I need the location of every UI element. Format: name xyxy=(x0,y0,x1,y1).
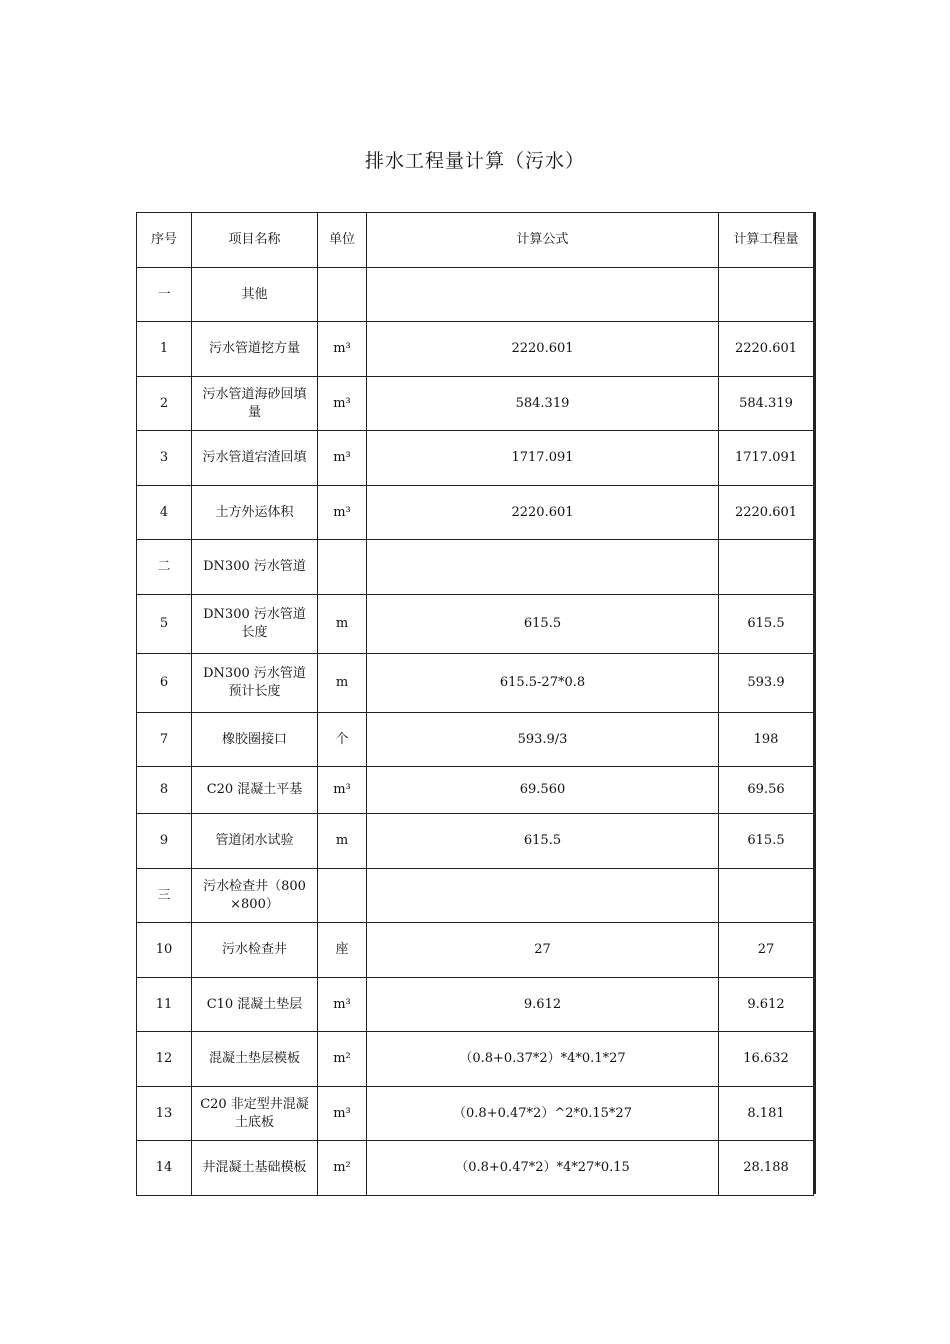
table-row xyxy=(137,431,814,486)
page-title: 排水工程量计算（污水） xyxy=(364,150,585,172)
cell-unit: m³ xyxy=(318,431,367,486)
cell-unit: m xyxy=(318,595,367,654)
cell-quantity: 593.9 xyxy=(719,654,814,713)
cell-formula xyxy=(367,540,719,595)
cell-formula: 593.9/3 xyxy=(367,713,719,767)
table-row xyxy=(137,869,814,923)
cell-seq: 一 xyxy=(137,268,192,322)
cell-formula: 615.5 xyxy=(367,814,719,869)
cell-seq: 3 xyxy=(137,431,192,486)
cell-unit: 个 xyxy=(318,713,367,767)
header-name: 项目名称 xyxy=(192,213,318,268)
cell-name: 污水管道宕渣回填 xyxy=(192,431,318,486)
cell-seq: 6 xyxy=(137,654,192,713)
cell-name: 土方外运体积 xyxy=(192,486,318,540)
cell-seq: 11 xyxy=(137,978,192,1032)
cell-seq: 1 xyxy=(137,322,192,377)
table-row xyxy=(137,978,814,1032)
table-row xyxy=(137,540,814,595)
table-row xyxy=(137,814,814,869)
cell-name: 管道闭水试验 xyxy=(192,814,318,869)
cell-unit: m xyxy=(318,814,367,869)
cell-seq: 12 xyxy=(137,1032,192,1087)
cell-formula xyxy=(367,869,719,923)
cell-name: C20 混凝土平基 xyxy=(192,767,318,814)
cell-name: 井混凝土基础模板 xyxy=(192,1141,318,1196)
table-row xyxy=(137,486,814,540)
table-row xyxy=(137,767,814,814)
cell-name: DN300 污水管道预计长度 xyxy=(192,654,318,713)
cell-quantity: 2220.601 xyxy=(719,322,814,377)
cell-unit: m³ xyxy=(318,322,367,377)
header-seq: 序号 xyxy=(137,213,192,268)
cell-quantity: 1717.091 xyxy=(719,431,814,486)
cell-unit: m xyxy=(318,654,367,713)
table-row xyxy=(137,1087,814,1141)
cell-quantity: 198 xyxy=(719,713,814,767)
cell-unit: m³ xyxy=(318,767,367,814)
cell-seq: 三 xyxy=(137,869,192,923)
table-right-border xyxy=(814,212,816,1194)
cell-name: DN300 污水管道长度 xyxy=(192,595,318,654)
cell-unit xyxy=(318,869,367,923)
cell-quantity xyxy=(719,268,814,322)
cell-seq: 14 xyxy=(137,1141,192,1196)
cell-formula: 2220.601 xyxy=(367,322,719,377)
cell-seq: 9 xyxy=(137,814,192,869)
cell-formula: 27 xyxy=(367,923,719,978)
quantity-table xyxy=(136,212,814,1196)
cell-seq: 2 xyxy=(137,377,192,431)
cell-formula: （0.8+0.37*2）*4*0.1*27 xyxy=(367,1032,719,1087)
cell-seq: 8 xyxy=(137,767,192,814)
cell-unit: m³ xyxy=(318,486,367,540)
cell-name: C20 非定型井混凝土底板 xyxy=(192,1087,318,1141)
cell-quantity xyxy=(719,540,814,595)
cell-unit: m³ xyxy=(318,978,367,1032)
cell-name: 污水管道海砂回填量 xyxy=(192,377,318,431)
cell-unit xyxy=(318,268,367,322)
cell-formula: （0.8+0.47*2）*4*27*0.15 xyxy=(367,1141,719,1196)
table-row xyxy=(137,377,814,431)
cell-unit: m³ xyxy=(318,377,367,431)
cell-quantity: 615.5 xyxy=(719,814,814,869)
cell-name: 污水检查井 xyxy=(192,923,318,978)
cell-formula: 584.319 xyxy=(367,377,719,431)
cell-unit: m² xyxy=(318,1032,367,1087)
cell-quantity: 27 xyxy=(719,923,814,978)
cell-unit xyxy=(318,540,367,595)
table-row xyxy=(137,1032,814,1087)
cell-formula: 2220.601 xyxy=(367,486,719,540)
cell-name: 混凝土垫层模板 xyxy=(192,1032,318,1087)
cell-quantity: 615.5 xyxy=(719,595,814,654)
cell-unit: 座 xyxy=(318,923,367,978)
cell-formula: 615.5 xyxy=(367,595,719,654)
table-row xyxy=(137,595,814,654)
cell-quantity xyxy=(719,869,814,923)
cell-name: 污水检查井（800×800） xyxy=(192,869,318,923)
table-row xyxy=(137,1141,814,1196)
cell-quantity: 9.612 xyxy=(719,978,814,1032)
table-row xyxy=(137,268,814,322)
cell-quantity: 16.632 xyxy=(719,1032,814,1087)
cell-seq: 4 xyxy=(137,486,192,540)
cell-formula: 1717.091 xyxy=(367,431,719,486)
cell-seq: 13 xyxy=(137,1087,192,1141)
cell-formula xyxy=(367,268,719,322)
cell-seq: 10 xyxy=(137,923,192,978)
table-row xyxy=(137,322,814,377)
cell-name: 其他 xyxy=(192,268,318,322)
cell-unit: m³ xyxy=(318,1087,367,1141)
cell-name: 橡胶圈接口 xyxy=(192,713,318,767)
cell-quantity: 28.188 xyxy=(719,1141,814,1196)
cell-seq: 7 xyxy=(137,713,192,767)
header-unit: 单位 xyxy=(318,213,367,268)
cell-formula: 615.5-27*0.8 xyxy=(367,654,719,713)
table-header-row xyxy=(137,213,814,268)
header-formula: 计算公式 xyxy=(367,213,719,268)
cell-quantity: 69.56 xyxy=(719,767,814,814)
table-row xyxy=(137,654,814,713)
cell-name: DN300 污水管道 xyxy=(192,540,318,595)
cell-name: C10 混凝土垫层 xyxy=(192,978,318,1032)
cell-unit: m² xyxy=(318,1141,367,1196)
cell-quantity: 2220.601 xyxy=(719,486,814,540)
cell-quantity: 584.319 xyxy=(719,377,814,431)
header-quantity: 计算工程量 xyxy=(719,213,814,268)
cell-formula: 9.612 xyxy=(367,978,719,1032)
cell-seq: 5 xyxy=(137,595,192,654)
table-row xyxy=(137,923,814,978)
table-row xyxy=(137,713,814,767)
cell-formula: 69.560 xyxy=(367,767,719,814)
cell-quantity: 8.181 xyxy=(719,1087,814,1141)
cell-seq: 二 xyxy=(137,540,192,595)
cell-name: 污水管道挖方量 xyxy=(192,322,318,377)
cell-formula: （0.8+0.47*2）^2*0.15*27 xyxy=(367,1087,719,1141)
